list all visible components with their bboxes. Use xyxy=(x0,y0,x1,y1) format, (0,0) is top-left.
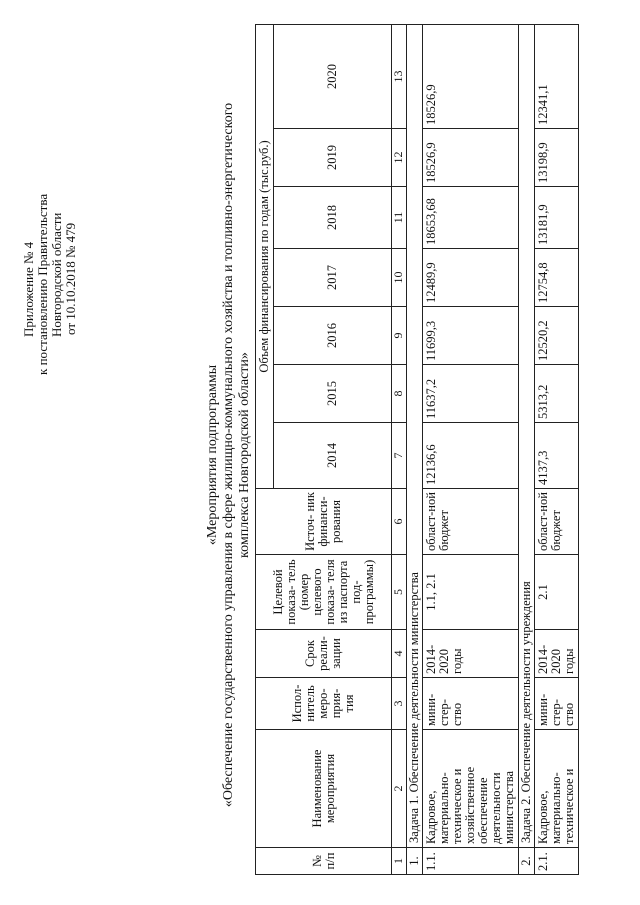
annex-line-3: Новгородской области xyxy=(49,212,64,337)
row-value: 12489,9 xyxy=(423,249,519,307)
row-value: 12520,2 xyxy=(535,307,579,365)
row-source: област-ной бюджет xyxy=(535,489,579,555)
row-value: 13181,9 xyxy=(535,187,579,249)
row-value: 11637,2 xyxy=(423,365,519,423)
table-row xyxy=(535,25,579,875)
col-number: 5 xyxy=(392,555,407,630)
header-year: 2020 xyxy=(274,25,392,129)
header-year: 2018 xyxy=(274,187,392,249)
title-line-2: «Обеспечение государственного управления в сфере жилищно-коммунального хозяйства и топливно-энергетического xyxy=(221,102,236,808)
col-number: 3 xyxy=(392,678,407,730)
row-value: 12754,8 xyxy=(535,249,579,307)
row-value: 18526,9 xyxy=(423,25,519,129)
annex-block xyxy=(22,194,78,375)
task-2-row xyxy=(519,25,535,875)
row-value: 12341,1 xyxy=(535,25,579,129)
header-funding: Объем финансирования по годам (тыс.руб.) xyxy=(256,25,274,489)
col-number: 1 xyxy=(392,848,407,875)
annex-line-4: от 10.10.2018 № 479 xyxy=(63,222,78,335)
header-year: 2019 xyxy=(274,129,392,187)
annex-line-1: Приложение № 4 xyxy=(21,241,36,337)
column-number-row xyxy=(392,25,407,875)
row-value: 18653,68 xyxy=(423,187,519,249)
task-1-row xyxy=(407,25,423,875)
row-name: Кадровое, материально-техническое и хозяйственное обеспечение деятельности министерства xyxy=(423,730,519,848)
row-indicator: 1.1, 2.1 xyxy=(423,555,519,630)
task-text: Задача 2. Обеспечение деятельности учреждения xyxy=(519,25,535,848)
row-value: 13198,9 xyxy=(535,129,579,187)
row-value: 5313,2 xyxy=(535,365,579,423)
header-name: Наименование мероприятия xyxy=(256,730,392,848)
task-text: Задача 1. Обеспечение деятельности министерства xyxy=(407,25,423,848)
header-year: 2016 xyxy=(274,307,392,365)
col-number: 8 xyxy=(392,365,407,423)
annex-line-2: к постановлению Правительства xyxy=(35,193,50,375)
header-year: 2015 xyxy=(274,365,392,423)
header-term: Срок реали- зации xyxy=(256,630,392,678)
col-number: 11 xyxy=(392,187,407,249)
title-line-3: комплекса Новгородской области» xyxy=(237,352,252,558)
row-term: 2014-2020 годы xyxy=(423,630,519,678)
header-row-1 xyxy=(256,25,274,875)
col-number: 12 xyxy=(392,129,407,187)
col-number: 10 xyxy=(392,249,407,307)
row-num: 1.1. xyxy=(423,848,519,875)
header-executor: Испол- нитель меро- прия- тия xyxy=(256,678,392,730)
row-name: Кадровое, материально-техническое и xyxy=(535,730,579,848)
row-value: 11699,3 xyxy=(423,307,519,365)
col-number: 6 xyxy=(392,489,407,555)
measures-table xyxy=(255,24,579,875)
row-executor: мини-стер-ство xyxy=(423,678,519,730)
row-value: 18526,9 xyxy=(423,129,519,187)
col-number: 4 xyxy=(392,630,407,678)
header-year: 2014 xyxy=(274,423,392,489)
table-row xyxy=(423,25,519,875)
row-executor: мини-стер-ство xyxy=(535,678,579,730)
row-source: област-ной бюджет xyxy=(423,489,519,555)
task-num: 2. xyxy=(519,848,535,875)
col-number: 7 xyxy=(392,423,407,489)
header-num: № п/п xyxy=(256,848,392,875)
document-title xyxy=(205,65,253,845)
header-source: Источ- ник финанси- рования xyxy=(256,489,392,555)
col-number: 9 xyxy=(392,307,407,365)
header-indicator: Целевой показа- тель (номер целевого показа- теля из паспорта под- программы) xyxy=(256,555,392,630)
task-num: 1. xyxy=(407,848,423,875)
row-term: 2014-2020 годы xyxy=(535,630,579,678)
row-indicator: 2.1 xyxy=(535,555,579,630)
row-num: 2.1. xyxy=(535,848,579,875)
row-value: 12136,6 xyxy=(423,423,519,489)
title-line-1: «Мероприятия подпрограммы xyxy=(205,364,220,546)
row-value: 4137,3 xyxy=(535,423,579,489)
col-number: 13 xyxy=(392,25,407,129)
col-number: 2 xyxy=(392,730,407,848)
header-year: 2017 xyxy=(274,249,392,307)
